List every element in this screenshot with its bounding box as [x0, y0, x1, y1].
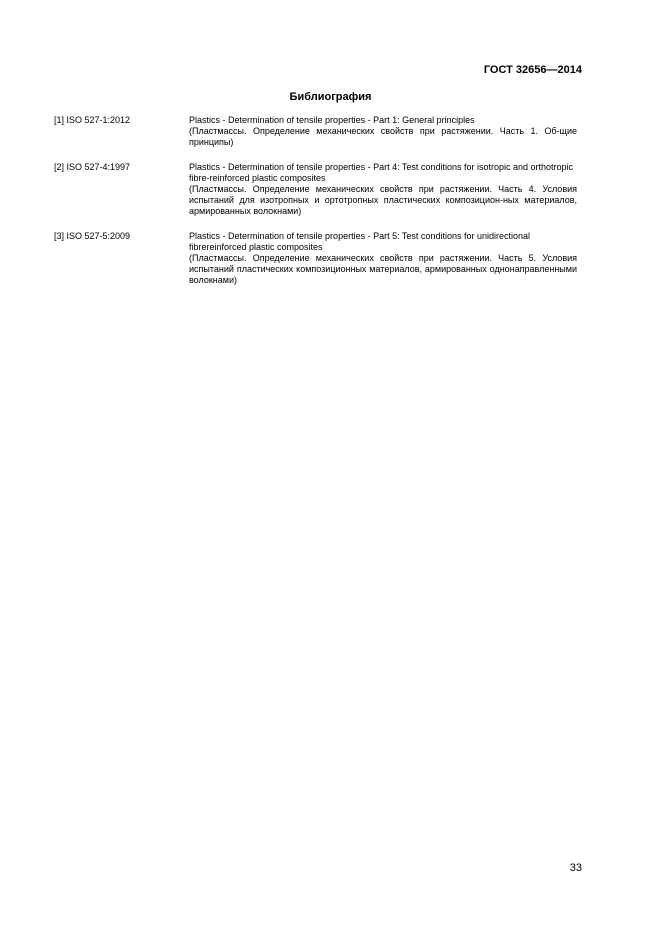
bibliography-body	[189, 162, 577, 217]
bibliography-title-en: Plastics - Determination of tensile properties - Part 5: Test conditions for unidirectional fibrereinforced plastic composites	[189, 231, 530, 252]
bibliography-title-ru: (Пластмассы. Определение механических свойств при растяжении. Часть 4. Условия испытаний для изотропных и ортотропных пластических композицион-ных материалов, армированных волокнами)	[189, 184, 577, 216]
bibliography-ref: [1] ISO 527-1:2012	[54, 115, 131, 125]
bibliography-title: Библиография	[289, 91, 372, 103]
bibliography-entry	[54, 231, 577, 286]
bibliography-title-en: Plastics - Determination of tensile properties - Part 1: General principles	[189, 115, 475, 125]
bibliography-ref: [2] ISO 527-4:1997	[54, 162, 131, 172]
bibliography-title-ru: (Пластмассы. Определение механических свойств при растяжении. Часть 5. Условия испытаний пластических композиционных материалов, армированных однонаправленными волокнами)	[189, 253, 577, 285]
standard-id-header: ГОСТ 32656—2014	[483, 64, 582, 76]
bibliography-body	[189, 231, 577, 286]
page-number: 33	[569, 862, 582, 874]
bibliography-title-ru: (Пластмассы. Определение механических свойств при растяжении. Часть 1. Об-щие принципы)	[189, 126, 577, 147]
bibliography-entry	[54, 162, 577, 217]
bibliography-title-en: Plastics - Determination of tensile properties - Part 4: Test conditions for isotropic and orthotropic fibre-reinforced plastic composites	[189, 162, 574, 183]
bibliography-entry	[54, 115, 577, 148]
bibliography-body	[189, 115, 577, 148]
bibliography-ref: [3] ISO 527-5:2009	[54, 231, 131, 241]
bibliography-list	[54, 115, 577, 300]
